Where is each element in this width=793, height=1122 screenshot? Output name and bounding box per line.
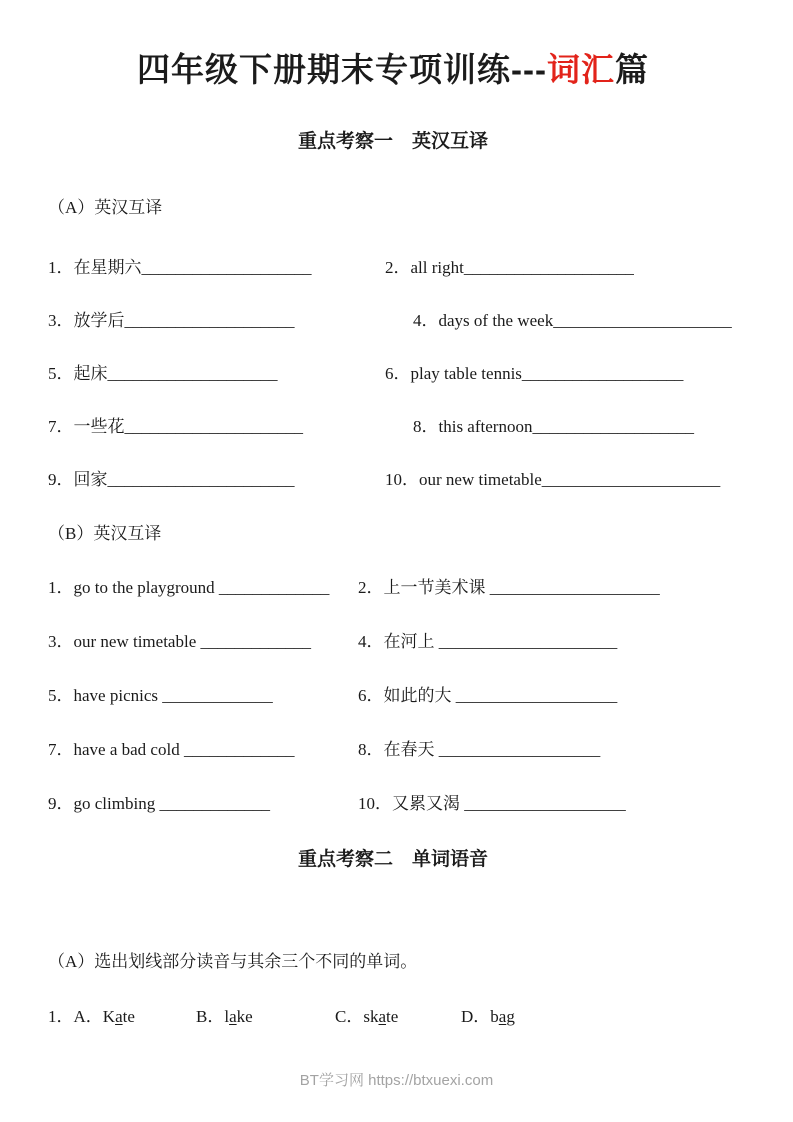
page-title: [48, 50, 738, 90]
item-text: 1．go to the playground: [48, 578, 215, 597]
answer-blank: _____________: [214, 578, 330, 597]
exercise-row: [48, 684, 738, 708]
word-part: sk: [363, 1007, 379, 1026]
answer-blank: ____________________: [124, 311, 295, 330]
exercise-item: [385, 415, 738, 439]
exercise-item: [385, 256, 738, 280]
exercise-row: [48, 468, 738, 492]
answer-blank: _____________________: [541, 470, 721, 489]
option-tag: C．: [335, 1007, 364, 1026]
word-part: te: [386, 1007, 399, 1026]
option-tag: D．: [461, 1007, 491, 1026]
footer-link[interactable]: BT学习网 https://btxuexi.com: [299, 1072, 494, 1089]
word-part: te: [122, 1007, 135, 1026]
exercise-item: [358, 576, 738, 600]
answer-blank: ___________________: [460, 794, 626, 813]
item-text: 4．在河上: [358, 632, 435, 651]
exercise-item: [48, 362, 385, 386]
phonics-option: [461, 1005, 515, 1029]
question-number: 1．: [48, 1007, 74, 1026]
phonics-option: [48, 1005, 196, 1029]
exercise-item: [358, 738, 738, 762]
item-text: 5．起床: [48, 364, 108, 383]
answer-blank: ___________________: [451, 686, 618, 705]
item-text: 3．our new timetable: [48, 632, 197, 651]
exercise-item: [358, 792, 738, 816]
phonics-option: [335, 1005, 461, 1029]
section1-heading: 重点考察一 英汉互译: [297, 131, 488, 152]
answer-blank: _____________________: [434, 632, 618, 651]
exercise-row: [48, 256, 738, 280]
word-part: K: [102, 1007, 116, 1026]
word-part: g: [506, 1007, 515, 1026]
section1-partB-label: （B）英汉互译: [48, 524, 162, 543]
exercise-item: [48, 630, 358, 654]
answer-blank: ___________________: [521, 364, 684, 383]
exercise-item: [385, 362, 738, 386]
answer-blank: ______________________: [107, 470, 295, 489]
item-text: 6．如此的大: [358, 686, 452, 705]
answer-blank: _____________: [196, 632, 311, 651]
exercise-row: [48, 362, 738, 386]
option-word: [363, 1007, 398, 1026]
option-word: [490, 1007, 515, 1026]
exercise-row: [48, 576, 738, 600]
exercise-item: [48, 684, 358, 708]
item-text: 7．have a bad cold: [48, 740, 180, 759]
item-text: 1．在星期六: [48, 258, 142, 277]
item-text: 2．all right: [385, 258, 464, 277]
item-text: 9．回家: [48, 470, 108, 489]
option-tag: A．: [73, 1007, 103, 1026]
item-text: 2．上一节美术课: [358, 578, 486, 597]
exercise-row: [48, 630, 738, 654]
exercise-item: [385, 468, 738, 492]
exercise-item: [358, 630, 738, 654]
word-part: b: [490, 1007, 499, 1026]
exercise-item: [48, 415, 385, 439]
exercise-row: [48, 792, 738, 816]
section2-partA-label: （A）选出划线部分读音与其余三个不同的单词。: [48, 952, 418, 971]
phonics-option: [196, 1005, 335, 1029]
item-text: 10．又累又渴: [358, 794, 460, 813]
item-text: 7．一些花: [48, 417, 125, 436]
answer-blank: ___________________: [434, 740, 601, 759]
item-text: 8．this afternoon: [413, 417, 533, 436]
section1-partA-label: （A）英汉互译: [48, 198, 163, 217]
answer-blank: _____________________: [553, 311, 732, 330]
exercise-item: [48, 256, 385, 280]
exercise-item: [385, 309, 738, 333]
section2-heading: 重点考察二 单词语音: [297, 849, 488, 870]
answer-blank: _____________________: [124, 417, 303, 436]
option-word: [103, 1007, 135, 1026]
item-text: 3．放学后: [48, 311, 125, 330]
answer-blank: ____________________: [141, 258, 312, 277]
exercise-item: [48, 576, 358, 600]
exercise-row: [48, 738, 738, 762]
answer-blank: ____________________: [107, 364, 278, 383]
phonics-question-row: [48, 1005, 738, 1029]
exercise-row: [48, 415, 738, 439]
item-text: 4．days of the week: [413, 311, 554, 330]
underlined-letter: a: [378, 1007, 387, 1026]
answer-blank: ___________________: [532, 417, 694, 436]
item-text: 8．在春天: [358, 740, 435, 759]
title-after: 篇: [614, 51, 649, 88]
underlined-letter: a: [115, 1007, 123, 1026]
footer: [0, 1069, 793, 1090]
item-text: 10．our new timetable: [385, 470, 542, 489]
word-part: ke: [236, 1007, 253, 1026]
item-text: 6．play table tennis: [385, 364, 522, 383]
underlined-letter: a: [229, 1007, 237, 1026]
exercise-row: [48, 309, 738, 333]
answer-blank: ____________________: [485, 578, 660, 597]
exercise-item: [48, 309, 385, 333]
underlined-letter: a: [498, 1007, 507, 1026]
title-before: 四年级下册期末专项训练---: [137, 51, 547, 88]
word-part: l: [224, 1007, 230, 1026]
exercise-item: [48, 792, 358, 816]
item-text: 5．have picnics: [48, 686, 158, 705]
answer-blank: _____________: [158, 686, 273, 705]
answer-blank: _____________: [155, 794, 270, 813]
option-tag: B．: [196, 1007, 225, 1026]
answer-blank: _____________: [179, 740, 295, 759]
exercise-item: [48, 468, 385, 492]
item-text: 9．go climbing: [48, 794, 156, 813]
option-word: [224, 1007, 252, 1026]
exercise-item: [48, 738, 358, 762]
answer-blank: ____________________: [463, 258, 634, 277]
exercise-item: [358, 684, 738, 708]
title-highlight: 词汇: [546, 51, 615, 88]
